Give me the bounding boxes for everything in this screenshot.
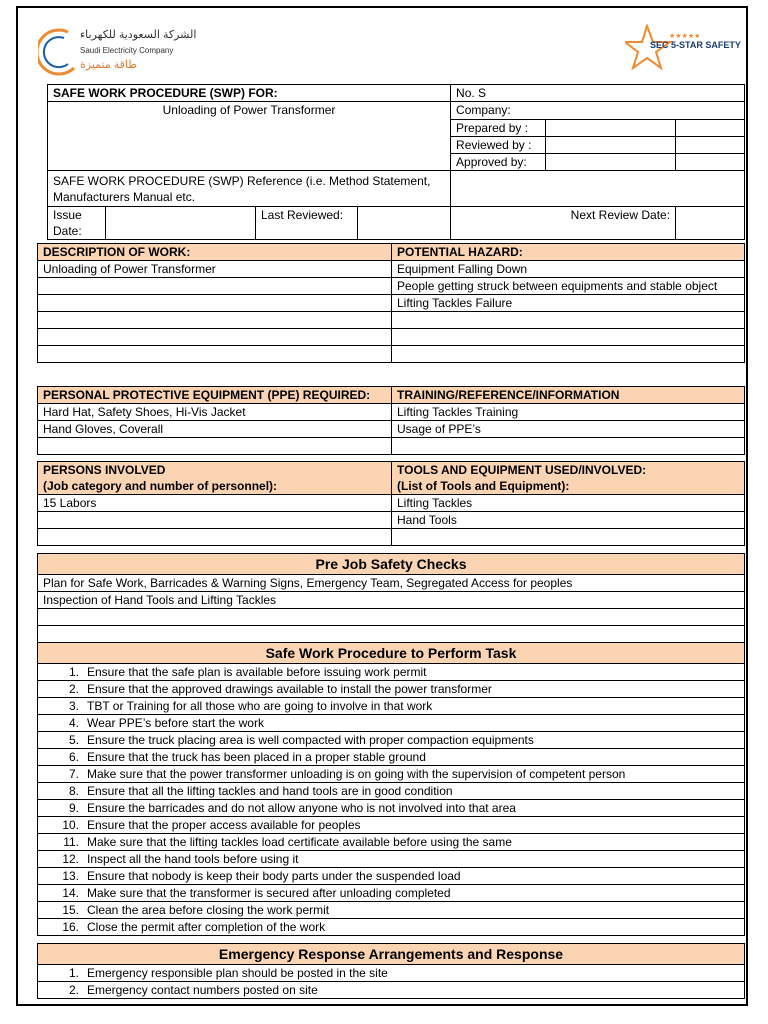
persons-row [38,529,392,546]
hazard-header: POTENTIAL HAZARD: [392,244,745,261]
ppe-row: Hand Gloves, Coverall [38,421,392,438]
swp-subject: Unloading of Power Transformer [48,102,451,171]
procedure-step: 8. Ensure that all the lifting tackles and hand tools are in good condition [38,783,745,800]
company-name-english: Saudi Electricity Company [80,46,174,55]
prejob-item [38,626,745,643]
training-header: TRAINING/REFERENCE/INFORMATION [392,387,745,404]
description-row [38,312,392,329]
tools-row: Hand Tools [392,512,745,529]
hazard-row: Equipment Falling Down [392,261,745,278]
ppe-header: PERSONAL PROTECTIVE EQUIPMENT (PPE) REQUIRED: [38,387,392,404]
issue-date-field[interactable] [106,207,256,240]
procedure-step: 11. Make sure that the lifting tackles load certificate available before using the same [38,834,745,851]
company-tagline: طاقة متميزة [80,59,138,71]
description-row [38,295,392,312]
procedure-step: 15. Clean the area before closing the work permit [38,902,745,919]
reviewed-by-label: Reviewed by : [451,137,546,154]
procedure-step: 5. Ensure the truck placing area is well compacted with proper compaction equipments [38,732,745,749]
persons-header: PERSONS INVOLVED (Job category and number of personnel): [38,462,392,495]
work-hazard-table [37,243,745,363]
swp-reference-field[interactable] [451,171,745,207]
procedure-step: 7. Make sure that the power transformer unloading is on going with the supervision of competent person [38,766,745,783]
tools-row: Lifting Tackles [392,495,745,512]
training-row: Usage of PPE’s [392,421,745,438]
training-row: Lifting Tackles Training [392,404,745,421]
ppe-row: Hard Hat, Safety Shoes, Hi-Vis Jacket [38,404,392,421]
emergency-item: 2. Emergency contact numbers posted on site [38,982,745,999]
emergency-title: Emergency Response Arrangements and Response [38,944,745,965]
description-row [38,278,392,295]
approved-by-label: Approved by: [451,154,546,171]
hazard-row: Lifting Tackles Failure [392,295,745,312]
svg-text:★★★★★: ★★★★★ [669,32,701,40]
description-row [38,329,392,346]
description-row: Unloading of Power Transformer [38,261,392,278]
persons-tools-table [37,461,745,546]
prejob-item [38,609,745,626]
procedure-step: 13. Ensure that nobody is keep their body parts under the suspended load [38,868,745,885]
emergency-table [37,943,745,999]
hazard-row [392,346,745,363]
procedure-step: 12. Inspect all the hand tools before using it [38,851,745,868]
five-star-safety-icon [625,24,765,76]
emergency-item: 1. Emergency responsible plan should be posted in the site [38,965,745,982]
procedure-step: 6. Ensure that the truck has been placed in a proper stable ground [38,749,745,766]
description-header: DESCRIPTION OF WORK: [38,244,392,261]
procedure-step: 1. Ensure that the safe plan is available before issuing work permit [38,664,745,681]
last-reviewed-field[interactable] [358,207,451,240]
persons-row [38,512,392,529]
next-review-field[interactable] [676,207,745,240]
safety-badge-text: SEC 5-STAR SAFETY [650,40,741,50]
company-label: Company: [451,102,745,120]
hazard-row [392,312,745,329]
company-name-arabic: الشركة السعودية للكهرباء [80,29,197,41]
tools-row [392,529,745,546]
description-row [38,346,392,363]
prepared-by-label: Prepared by : [451,120,546,137]
tools-header: TOOLS AND EQUIPMENT USED/INVOLVED: (List of Tools and Equipment): [392,462,745,495]
approved-by-sign[interactable] [676,154,745,171]
swp-reference: SAFE WORK PROCEDURE (SWP) Reference (i.e. Method Statement, Manufacturers Manual etc. [48,171,451,207]
swp-header-table [47,84,745,240]
procedure-step: 4. Wear PPE’s before start the work [38,715,745,732]
training-row [392,438,745,455]
prepared-by-field[interactable] [546,120,676,137]
prejob-item: Plan for Safe Work, Barricades & Warning Signs, Emergency Team, Segregated Access for peoples [38,575,745,592]
ppe-training-table [37,386,745,455]
procedure-step: 16. Close the permit after completion of the work [38,919,745,936]
reviewed-by-sign[interactable] [676,137,745,154]
hazard-row [392,329,745,346]
procedure-step: 3. TBT or Training for all those who are going to involve in that work [38,698,745,715]
prepared-by-sign[interactable] [676,120,745,137]
procedure-title: Safe Work Procedure to Perform Task [38,643,745,664]
procedure-step: 9. Ensure the barricades and do not allow anyone who is not involved into that area [38,800,745,817]
prejob-title: Pre Job Safety Checks [38,554,745,575]
procedure-step: 2. Ensure that the approved drawings available to install the power transformer [38,681,745,698]
ppe-row [38,438,392,455]
issue-date-label: Issue Date: [48,207,106,240]
prejob-item: Inspection of Hand Tools and Lifting Tackles [38,592,745,609]
persons-row: 15 Labors [38,495,392,512]
procedure-step: 14. Make sure that the transformer is secured after unloading completed [38,885,745,902]
next-review-label: Next Review Date: [451,207,676,240]
last-reviewed-label: Last Reviewed: [256,207,358,240]
procedure-step: 10. Ensure that the proper access available for peoples [38,817,745,834]
swp-title: SAFE WORK PROCEDURE (SWP) FOR: [48,85,451,102]
prejob-procedure-table [37,553,745,936]
reviewed-by-field[interactable] [546,137,676,154]
hazard-row: People getting struck between equipments and stable object [392,278,745,295]
approved-by-field[interactable] [546,154,676,171]
swp-number: No. S [451,85,745,102]
